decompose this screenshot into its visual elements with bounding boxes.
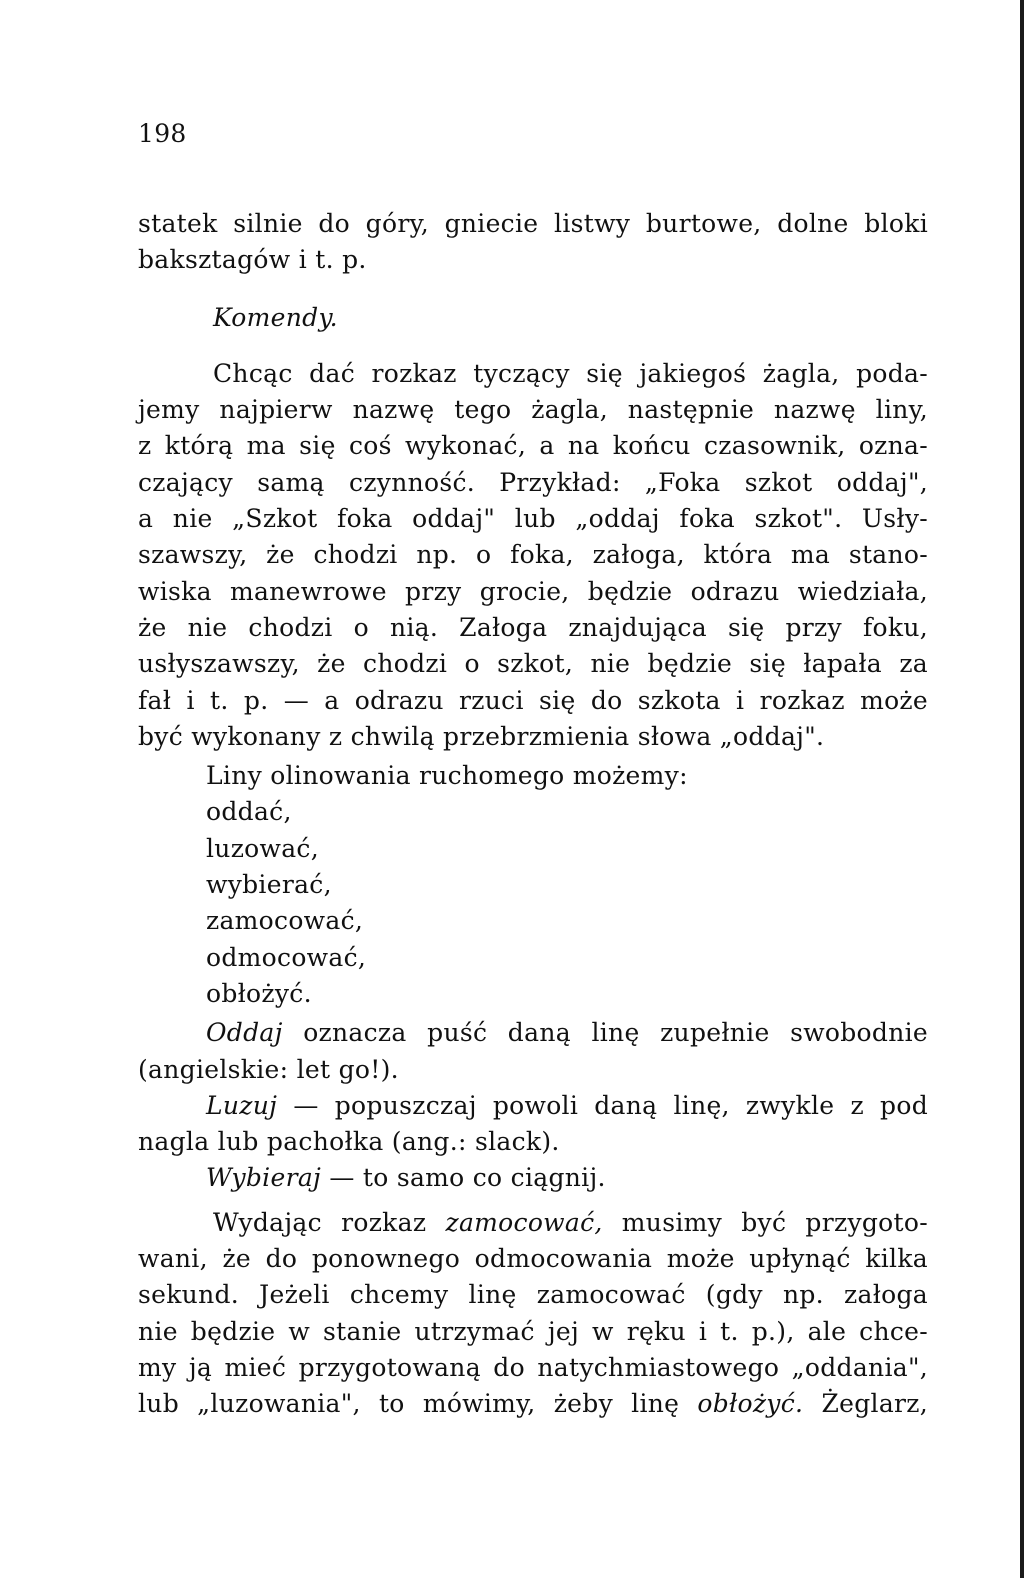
text-line: my ją mieć przygotowaną do natychmiastowego „oddania", bbox=[138, 1352, 928, 1382]
text-line: szawszy, że chodzi np. o foka, załoga, która ma stano- bbox=[138, 540, 928, 570]
book-page bbox=[138, 112, 928, 1423]
text-line: nagla lub pachołka (ang.: slack). bbox=[138, 1127, 560, 1157]
page-number: 198 bbox=[138, 119, 187, 148]
text-line: baksztagów i t. p. bbox=[138, 245, 367, 275]
paragraph-mooring bbox=[138, 1205, 928, 1423]
term-wybieraj: Wybieraj bbox=[206, 1163, 322, 1193]
term-luzuj: Luzuj bbox=[206, 1090, 278, 1120]
text-run: Żeglarz, bbox=[803, 1389, 928, 1419]
text-line: usłyszawszy, że chodzi o szkot, nie będzie się łapała za bbox=[138, 649, 928, 679]
text-line: nie będzie w stanie utrzymać jej w ręku i t. p.), ale chce- bbox=[138, 1316, 928, 1346]
text-line bbox=[138, 1160, 928, 1196]
text-line: fał i t. p. — a odrazu rzuci się do szkota i rozkaz może bbox=[138, 685, 928, 715]
definition-text: oznacza puść daną linę zupełnie swobodnie bbox=[282, 1018, 928, 1048]
term-oddaj: Oddaj bbox=[206, 1018, 283, 1048]
text-line: z którą ma się coś wykonać, a na końcu czasownik, ozna- bbox=[138, 431, 928, 461]
text-line: sekund. Jeżeli chcemy linę zamocować (gdy np. załoga bbox=[138, 1280, 928, 1310]
text-line: a nie „Szkot foka oddaj" lub „oddaj foka szkot". Usły- bbox=[138, 504, 928, 534]
text-line bbox=[138, 1015, 928, 1051]
text-line: Chcąc dać rozkaz tyczący się jakiegoś żagla, poda- bbox=[213, 358, 928, 388]
rope-actions-list bbox=[138, 758, 928, 1012]
text-line bbox=[138, 1205, 928, 1241]
text-run: lub „luzowania", to mówimy, żeby linę bbox=[138, 1389, 698, 1419]
text-run: musimy być przygoto- bbox=[602, 1207, 928, 1237]
list-item: obłożyć. bbox=[206, 978, 312, 1008]
definition-text: — to samo co ciągnij. bbox=[321, 1163, 606, 1193]
text-line: (angielskie: let go!). bbox=[138, 1054, 399, 1084]
list-item: zamocować, bbox=[206, 906, 364, 936]
definition-wybieraj bbox=[138, 1160, 928, 1196]
list-item: luzować, bbox=[206, 833, 319, 863]
scan-edge bbox=[1020, 0, 1024, 1578]
text-line: statek silnie do góry, gniecie listwy burtowe, dolne bloki bbox=[138, 209, 928, 238]
text-line: jemy najpierw nazwę tego żagla, następnie nazwę liny, bbox=[138, 395, 928, 425]
list-item: wybierać, bbox=[206, 870, 332, 900]
text-line bbox=[138, 1088, 928, 1124]
text-line: wiska manewrowe przy grocie, będzie odrazu wiedziała, bbox=[138, 576, 928, 606]
text-run: Wydając rozkaz bbox=[213, 1207, 446, 1237]
list-item: oddać, bbox=[206, 797, 292, 827]
section-heading: Komendy. bbox=[213, 302, 338, 332]
definition-text: — popuszczaj powoli daną linę, zwykle z pod bbox=[277, 1090, 928, 1120]
italic-term: obłożyć. bbox=[697, 1389, 804, 1419]
definition-luzuj bbox=[138, 1088, 928, 1161]
text-line: że nie chodzi o nią. Załoga znajdująca się przy foku, bbox=[138, 612, 928, 642]
paragraph-continued bbox=[138, 206, 928, 279]
paragraph-commands bbox=[138, 356, 928, 755]
text-line: wani, że do ponownego odmocowania może upłynąć kilka bbox=[138, 1244, 928, 1274]
italic-term: zamocować, bbox=[445, 1207, 603, 1237]
text-line: być wykonany z chwilą przebrzmienia słowa „oddaj". bbox=[138, 721, 825, 751]
definition-oddaj bbox=[138, 1015, 928, 1088]
text-line: czający samą czynność. Przykład: „Foka szkot oddaj", bbox=[138, 467, 928, 497]
list-item: odmocować, bbox=[206, 942, 367, 972]
text-line bbox=[138, 1386, 928, 1422]
list-intro: Liny olinowania ruchomego możemy: bbox=[206, 761, 688, 791]
